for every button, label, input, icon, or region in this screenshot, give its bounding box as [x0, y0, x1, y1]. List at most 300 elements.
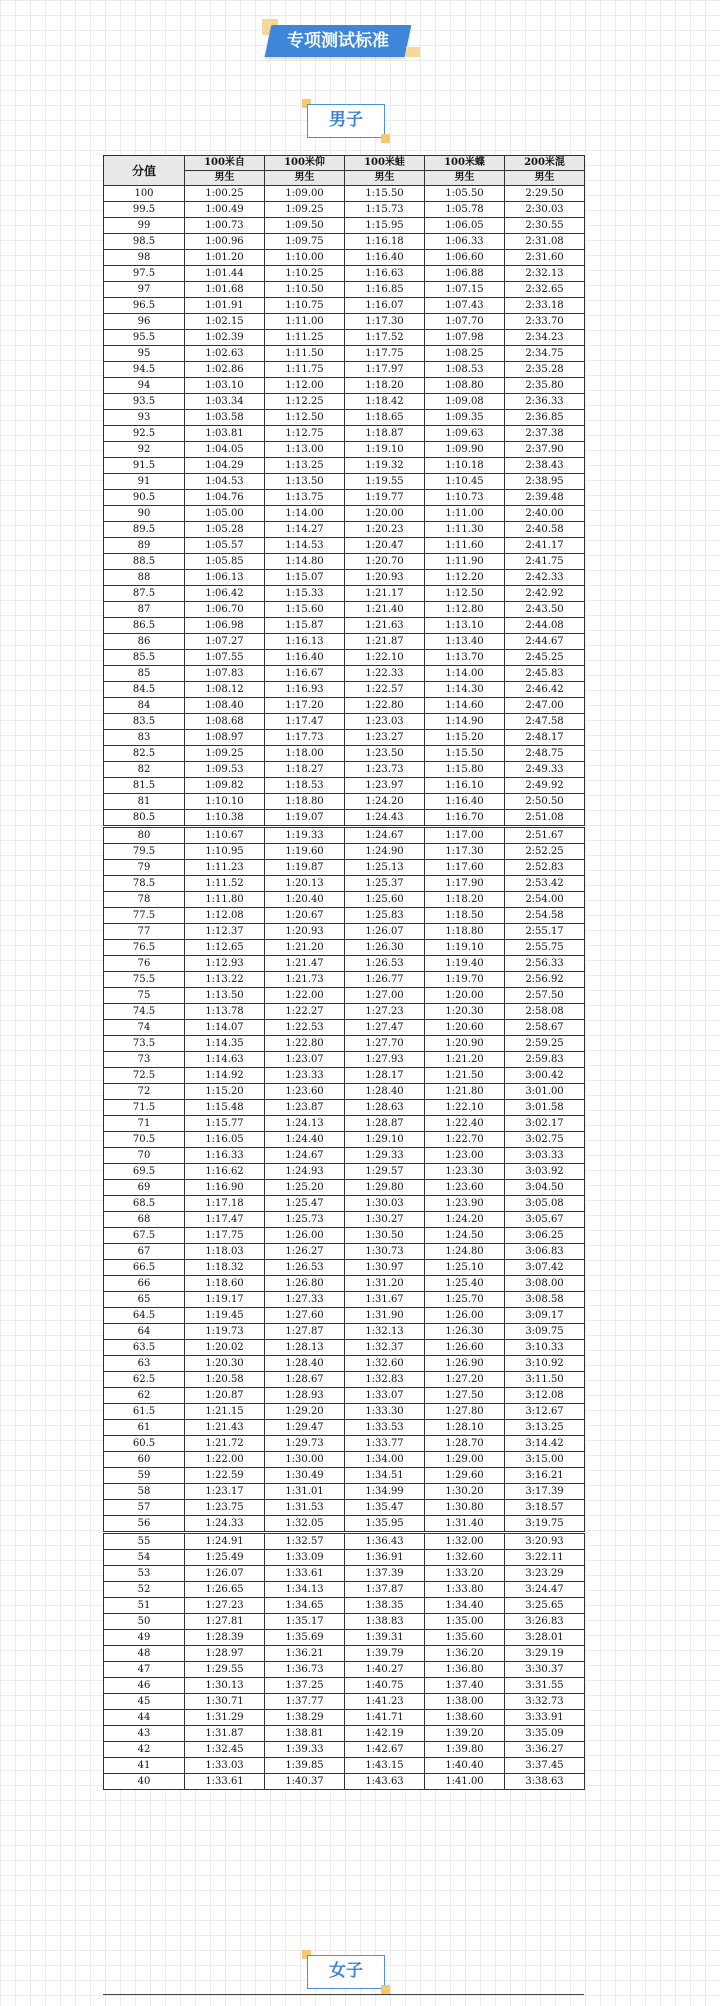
time-cell: 1:33.61 [265, 1566, 345, 1582]
score-cell: 87.5 [104, 586, 185, 602]
time-cell: 1:38.35 [345, 1598, 425, 1614]
time-cell: 1:21.47 [265, 956, 345, 972]
time-cell: 1:27.50 [425, 1388, 505, 1404]
time-cell: 1:06.60 [425, 250, 505, 266]
time-cell: 1:16.40 [345, 250, 425, 266]
table-row [104, 1340, 585, 1356]
time-cell: 1:18.03 [185, 1244, 265, 1260]
time-cell: 3:12.08 [505, 1388, 585, 1404]
table-row [104, 1196, 585, 1212]
time-cell: 1:16.93 [265, 682, 345, 698]
time-cell: 2:34.75 [505, 346, 585, 362]
time-cell: 1:17.60 [425, 860, 505, 876]
section-label-male: 男子 [307, 104, 385, 138]
score-cell: 78 [104, 892, 185, 908]
score-cell: 92 [104, 442, 185, 458]
time-cell: 2:55.75 [505, 940, 585, 956]
time-cell: 1:14.30 [425, 682, 505, 698]
time-cell: 2:31.08 [505, 234, 585, 250]
time-cell: 2:35.80 [505, 378, 585, 394]
time-cell: 1:15.50 [345, 186, 425, 202]
time-cell: 1:22.10 [425, 1100, 505, 1116]
time-cell: 1:24.33 [185, 1516, 265, 1533]
time-cell: 1:15.95 [345, 218, 425, 234]
time-cell: 1:19.87 [265, 860, 345, 876]
time-cell: 1:10.67 [185, 827, 265, 844]
time-cell: 1:02.86 [185, 362, 265, 378]
score-cell: 94 [104, 378, 185, 394]
time-cell: 2:59.25 [505, 1036, 585, 1052]
time-cell: 1:36.91 [345, 1550, 425, 1566]
time-cell: 1:24.20 [425, 1212, 505, 1228]
time-cell: 1:30.73 [345, 1244, 425, 1260]
table-row [104, 730, 585, 746]
time-cell: 1:31.53 [265, 1500, 345, 1516]
gender-header: 男生 [505, 171, 585, 186]
score-cell: 92.5 [104, 426, 185, 442]
time-cell: 1:39.80 [425, 1742, 505, 1758]
time-cell: 1:00.73 [185, 218, 265, 234]
time-cell: 1:06.05 [425, 218, 505, 234]
time-cell: 1:27.20 [425, 1372, 505, 1388]
score-cell: 93.5 [104, 394, 185, 410]
time-cell: 1:34.65 [265, 1598, 345, 1614]
time-cell: 3:37.45 [505, 1758, 585, 1774]
time-cell: 1:10.50 [265, 282, 345, 298]
time-cell: 3:22.11 [505, 1550, 585, 1566]
time-cell: 1:15.50 [425, 746, 505, 762]
score-cell: 54 [104, 1550, 185, 1566]
section-tag-male [307, 104, 385, 138]
time-cell: 1:19.77 [345, 490, 425, 506]
time-cell: 1:24.67 [345, 827, 425, 844]
table-row [104, 940, 585, 956]
time-cell: 1:17.47 [185, 1212, 265, 1228]
time-cell: 1:29.47 [265, 1420, 345, 1436]
time-cell: 2:43.50 [505, 602, 585, 618]
table-row [104, 666, 585, 682]
time-cell: 2:30.03 [505, 202, 585, 218]
score-cell: 89 [104, 538, 185, 554]
score-cell: 97.5 [104, 266, 185, 282]
time-cell: 1:24.93 [265, 1164, 345, 1180]
time-cell: 1:30.97 [345, 1260, 425, 1276]
time-cell: 1:16.40 [265, 650, 345, 666]
time-cell: 1:19.33 [265, 827, 345, 844]
score-cell: 60.5 [104, 1436, 185, 1452]
event-header: 100米自 [185, 156, 265, 171]
score-cell: 40 [104, 1774, 185, 1790]
time-cell: 1:18.00 [265, 746, 345, 762]
time-cell: 1:18.20 [345, 378, 425, 394]
time-cell: 2:47.00 [505, 698, 585, 714]
time-cell: 1:27.87 [265, 1324, 345, 1340]
time-cell: 1:17.47 [265, 714, 345, 730]
time-cell: 1:18.50 [425, 908, 505, 924]
time-cell: 2:48.75 [505, 746, 585, 762]
time-cell: 1:15.60 [265, 602, 345, 618]
score-cell: 68 [104, 1212, 185, 1228]
time-cell: 1:14.35 [185, 1036, 265, 1052]
table-row [104, 1678, 585, 1694]
time-cell: 3:07.42 [505, 1260, 585, 1276]
score-cell: 53 [104, 1566, 185, 1582]
score-cell: 90.5 [104, 490, 185, 506]
time-cell: 1:31.90 [345, 1308, 425, 1324]
time-cell: 1:20.30 [425, 1004, 505, 1020]
time-cell: 1:13.70 [425, 650, 505, 666]
score-cell: 84.5 [104, 682, 185, 698]
time-cell: 1:21.40 [345, 602, 425, 618]
time-cell: 1:26.27 [265, 1244, 345, 1260]
time-cell: 1:28.10 [425, 1420, 505, 1436]
score-cell: 93 [104, 410, 185, 426]
time-cell: 1:28.40 [345, 1084, 425, 1100]
time-cell: 1:09.50 [265, 218, 345, 234]
section-label-female: 女子 [307, 1955, 385, 1989]
time-cell: 1:28.67 [265, 1372, 345, 1388]
time-cell: 1:06.13 [185, 570, 265, 586]
time-cell: 1:02.39 [185, 330, 265, 346]
table-row [104, 1516, 585, 1533]
time-cell: 1:16.05 [185, 1132, 265, 1148]
time-cell: 2:47.58 [505, 714, 585, 730]
time-cell: 3:02.75 [505, 1132, 585, 1148]
time-cell: 1:24.90 [345, 844, 425, 860]
time-cell: 1:23.75 [185, 1500, 265, 1516]
score-cell: 89.5 [104, 522, 185, 538]
time-cell: 1:20.40 [265, 892, 345, 908]
table-row [104, 538, 585, 554]
time-cell: 3:15.00 [505, 1452, 585, 1468]
time-cell: 1:35.17 [265, 1614, 345, 1630]
event-header: 100米仰 [265, 156, 345, 171]
time-cell: 1:29.73 [265, 1436, 345, 1452]
time-cell: 1:32.13 [345, 1324, 425, 1340]
score-cell: 41 [104, 1758, 185, 1774]
time-cell: 1:24.50 [425, 1228, 505, 1244]
time-cell: 1:22.27 [265, 1004, 345, 1020]
time-cell: 1:07.83 [185, 666, 265, 682]
score-cell: 63 [104, 1356, 185, 1372]
time-cell: 1:27.81 [185, 1614, 265, 1630]
time-cell: 1:28.13 [265, 1340, 345, 1356]
time-cell: 3:30.37 [505, 1662, 585, 1678]
time-cell: 1:33.03 [185, 1758, 265, 1774]
gender-header: 男生 [345, 171, 425, 186]
time-cell: 1:39.85 [265, 1758, 345, 1774]
time-cell: 1:28.63 [345, 1100, 425, 1116]
time-cell: 1:25.20 [265, 1180, 345, 1196]
time-cell: 1:27.23 [345, 1004, 425, 1020]
score-cell: 71 [104, 1116, 185, 1132]
time-cell: 1:26.07 [185, 1566, 265, 1582]
time-cell: 1:10.38 [185, 810, 265, 827]
time-cell: 1:30.50 [345, 1228, 425, 1244]
male-score-table [103, 155, 585, 1790]
score-cell: 77.5 [104, 908, 185, 924]
table-row [104, 1484, 585, 1500]
time-cell: 1:24.40 [265, 1132, 345, 1148]
time-cell: 2:40.00 [505, 506, 585, 522]
time-cell: 1:23.87 [265, 1100, 345, 1116]
time-cell: 3:00.42 [505, 1068, 585, 1084]
time-cell: 1:09.82 [185, 778, 265, 794]
time-cell: 1:26.65 [185, 1582, 265, 1598]
table-row [104, 1116, 585, 1132]
time-cell: 1:38.83 [345, 1614, 425, 1630]
time-cell: 1:23.50 [345, 746, 425, 762]
time-cell: 2:32.65 [505, 282, 585, 298]
time-cell: 1:19.10 [345, 442, 425, 458]
tag-corner [381, 134, 390, 143]
score-cell: 56 [104, 1516, 185, 1533]
time-cell: 3:10.33 [505, 1340, 585, 1356]
time-cell: 3:09.75 [505, 1324, 585, 1340]
time-cell: 1:22.70 [425, 1132, 505, 1148]
time-cell: 1:31.01 [265, 1484, 345, 1500]
table-row [104, 908, 585, 924]
male-score-table-wrapper [103, 155, 584, 1790]
time-cell: 1:18.27 [265, 762, 345, 778]
score-cell: 98.5 [104, 234, 185, 250]
time-cell: 1:18.80 [265, 794, 345, 810]
time-cell: 1:15.48 [185, 1100, 265, 1116]
time-cell: 1:34.40 [425, 1598, 505, 1614]
time-cell: 1:19.07 [265, 810, 345, 827]
time-cell: 1:27.47 [345, 1020, 425, 1036]
score-cell: 83.5 [104, 714, 185, 730]
time-cell: 1:21.20 [265, 940, 345, 956]
time-cell: 1:19.70 [425, 972, 505, 988]
table-row [104, 1324, 585, 1340]
time-cell: 1:17.00 [425, 827, 505, 844]
time-cell: 1:08.80 [425, 378, 505, 394]
female-table-top-edge [103, 1994, 584, 2006]
time-cell: 2:44.67 [505, 634, 585, 650]
time-cell: 3:28.01 [505, 1630, 585, 1646]
time-cell: 3:26.83 [505, 1614, 585, 1630]
time-cell: 1:37.25 [265, 1678, 345, 1694]
time-cell: 1:21.63 [345, 618, 425, 634]
time-cell: 3:14.42 [505, 1436, 585, 1452]
time-cell: 1:05.57 [185, 538, 265, 554]
time-cell: 3:13.25 [505, 1420, 585, 1436]
table-row [104, 1500, 585, 1516]
time-cell: 1:31.87 [185, 1726, 265, 1742]
table-row [104, 860, 585, 876]
time-cell: 1:11.80 [185, 892, 265, 908]
score-cell: 73 [104, 1052, 185, 1068]
score-cell: 96.5 [104, 298, 185, 314]
score-cell: 49 [104, 1630, 185, 1646]
time-cell: 1:12.50 [425, 586, 505, 602]
time-cell: 1:05.50 [425, 186, 505, 202]
page-title: 专项测试标准 [287, 31, 389, 51]
table-row [104, 458, 585, 474]
time-cell: 3:38.63 [505, 1774, 585, 1790]
score-cell: 75.5 [104, 972, 185, 988]
time-cell: 1:09.25 [185, 746, 265, 762]
score-cell: 69 [104, 1180, 185, 1196]
time-cell: 1:32.83 [345, 1372, 425, 1388]
time-cell: 1:36.43 [345, 1533, 425, 1550]
time-cell: 1:26.53 [345, 956, 425, 972]
table-row [104, 746, 585, 762]
time-cell: 1:23.33 [265, 1068, 345, 1084]
table-row [104, 362, 585, 378]
time-cell: 1:16.67 [265, 666, 345, 682]
time-cell: 1:10.25 [265, 266, 345, 282]
time-cell: 2:39.48 [505, 490, 585, 506]
time-cell: 1:34.00 [345, 1452, 425, 1468]
table-border [103, 1994, 584, 1995]
table-row [104, 1694, 585, 1710]
time-cell: 1:22.57 [345, 682, 425, 698]
score-cell: 81 [104, 794, 185, 810]
time-cell: 1:17.30 [345, 314, 425, 330]
time-cell: 1:23.17 [185, 1484, 265, 1500]
time-cell: 3:02.17 [505, 1116, 585, 1132]
table-row [104, 1004, 585, 1020]
score-cell: 99.5 [104, 202, 185, 218]
time-cell: 2:40.58 [505, 522, 585, 538]
table-row [104, 1020, 585, 1036]
time-cell: 1:05.85 [185, 554, 265, 570]
table-row [104, 378, 585, 394]
table-row [104, 1533, 585, 1550]
table-row [104, 892, 585, 908]
table-row [104, 1404, 585, 1420]
time-cell: 1:25.40 [425, 1276, 505, 1292]
score-cell: 95.5 [104, 330, 185, 346]
score-cell: 79.5 [104, 844, 185, 860]
time-cell: 1:26.07 [345, 924, 425, 940]
score-cell: 99 [104, 218, 185, 234]
table-row [104, 762, 585, 778]
table-row [104, 1084, 585, 1100]
score-cell: 57 [104, 1500, 185, 1516]
time-cell: 1:32.05 [265, 1516, 345, 1533]
score-cell: 58 [104, 1484, 185, 1500]
score-cell: 79 [104, 860, 185, 876]
time-cell: 1:18.60 [185, 1276, 265, 1292]
time-cell: 2:38.43 [505, 458, 585, 474]
time-cell: 1:43.63 [345, 1774, 425, 1790]
time-cell: 1:10.18 [425, 458, 505, 474]
time-cell: 1:26.00 [265, 1228, 345, 1244]
time-cell: 1:15.20 [185, 1084, 265, 1100]
time-cell: 1:03.34 [185, 394, 265, 410]
time-cell: 1:07.27 [185, 634, 265, 650]
time-cell: 3:05.08 [505, 1196, 585, 1212]
gender-header: 男生 [185, 171, 265, 186]
time-cell: 3:01.00 [505, 1084, 585, 1100]
event-header: 100米蝶 [425, 156, 505, 171]
score-cell: 94.5 [104, 362, 185, 378]
table-row [104, 1100, 585, 1116]
time-cell: 1:25.60 [345, 892, 425, 908]
time-cell: 2:35.28 [505, 362, 585, 378]
time-cell: 1:15.07 [265, 570, 345, 586]
time-cell: 1:29.80 [345, 1180, 425, 1196]
time-cell: 3:05.67 [505, 1212, 585, 1228]
time-cell: 2:49.33 [505, 762, 585, 778]
score-cell: 61.5 [104, 1404, 185, 1420]
time-cell: 1:31.29 [185, 1710, 265, 1726]
time-cell: 1:15.20 [425, 730, 505, 746]
score-cell: 85.5 [104, 650, 185, 666]
time-cell: 1:33.07 [345, 1388, 425, 1404]
time-cell: 1:32.57 [265, 1533, 345, 1550]
time-cell: 1:30.03 [345, 1196, 425, 1212]
table-row [104, 426, 585, 442]
score-cell: 59 [104, 1468, 185, 1484]
table-row [104, 1420, 585, 1436]
time-cell: 1:30.27 [345, 1212, 425, 1228]
time-cell: 1:40.40 [425, 1758, 505, 1774]
time-cell: 1:29.57 [345, 1164, 425, 1180]
time-cell: 1:20.47 [345, 538, 425, 554]
score-cell: 63.5 [104, 1340, 185, 1356]
time-cell: 1:11.23 [185, 860, 265, 876]
time-cell: 1:01.20 [185, 250, 265, 266]
time-cell: 2:33.18 [505, 298, 585, 314]
time-cell: 1:11.90 [425, 554, 505, 570]
time-cell: 1:16.18 [345, 234, 425, 250]
score-cell: 62 [104, 1388, 185, 1404]
score-cell: 48 [104, 1646, 185, 1662]
time-cell: 2:54.00 [505, 892, 585, 908]
time-cell: 2:36.85 [505, 410, 585, 426]
time-cell: 1:29.55 [185, 1662, 265, 1678]
time-cell: 1:26.30 [345, 940, 425, 956]
score-cell: 91 [104, 474, 185, 490]
time-cell: 1:22.10 [345, 650, 425, 666]
score-cell: 74.5 [104, 1004, 185, 1020]
score-cell: 44 [104, 1710, 185, 1726]
time-cell: 1:17.73 [265, 730, 345, 746]
time-cell: 3:17.39 [505, 1484, 585, 1500]
time-cell: 3:06.83 [505, 1244, 585, 1260]
time-cell: 1:12.00 [265, 378, 345, 394]
time-cell: 3:23.29 [505, 1566, 585, 1582]
score-cell: 73.5 [104, 1036, 185, 1052]
time-cell: 1:28.17 [345, 1068, 425, 1084]
time-cell: 1:33.09 [265, 1550, 345, 1566]
table-row [104, 330, 585, 346]
time-cell: 1:11.75 [265, 362, 345, 378]
table-row [104, 682, 585, 698]
score-cell: 90 [104, 506, 185, 522]
score-cell: 66.5 [104, 1260, 185, 1276]
time-cell: 1:20.90 [425, 1036, 505, 1052]
time-cell: 2:37.38 [505, 426, 585, 442]
score-cell: 75 [104, 988, 185, 1004]
time-cell: 1:09.75 [265, 234, 345, 250]
time-cell: 1:23.27 [345, 730, 425, 746]
score-cell: 80 [104, 827, 185, 844]
score-cell: 46 [104, 1678, 185, 1694]
time-cell: 1:21.43 [185, 1420, 265, 1436]
time-cell: 1:28.97 [185, 1646, 265, 1662]
score-cell: 82 [104, 762, 185, 778]
time-cell: 1:12.65 [185, 940, 265, 956]
gender-header: 男生 [425, 171, 505, 186]
time-cell: 1:14.92 [185, 1068, 265, 1084]
time-cell: 3:25.65 [505, 1598, 585, 1614]
time-cell: 1:12.08 [185, 908, 265, 924]
